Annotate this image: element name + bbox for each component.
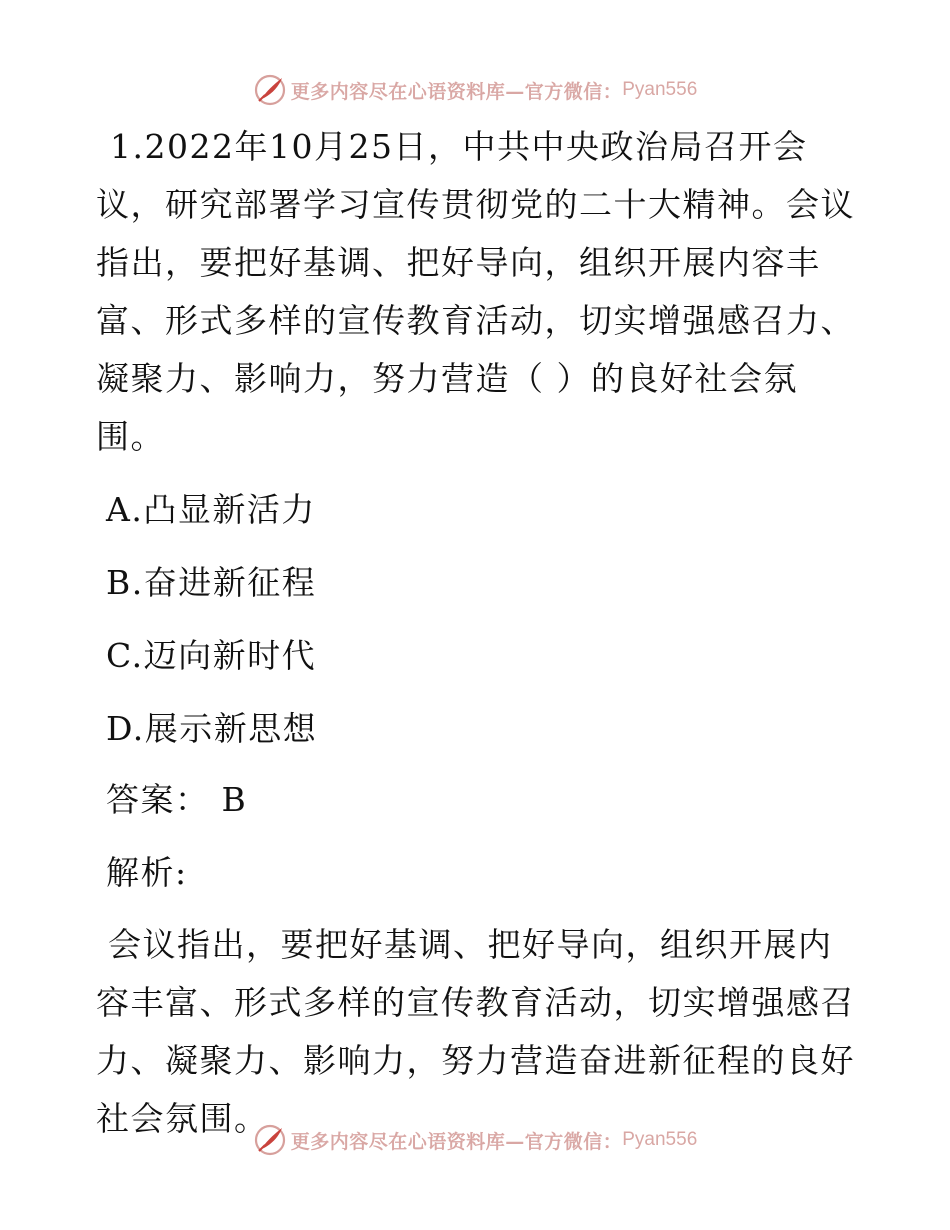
answer-line: 答案： B	[106, 780, 248, 819]
option-c: C.迈向新时代	[106, 636, 317, 675]
option-a: A.凸显新活力	[106, 490, 316, 529]
analysis-label: 解析:	[106, 853, 188, 892]
document-content	[96, 118, 856, 1148]
quill-pen-logo-icon	[253, 73, 287, 107]
header-banner-text: 更多内容尽在心语资料库—官方微信：	[290, 80, 623, 103]
header-banner	[0, 70, 950, 110]
question-text: 1.2022年10月25日，中共中央政治局召开会议，研究部署学习宣传贯彻党的二十大精神。会议指出，要把好基调、把好导向，组织开展内容丰富、形式多样的宣传教育活动，切实增强感召力、凝聚力、影响力，努力营造（ ）的良好社会氛围。	[96, 127, 855, 456]
header-wechat-id: Pyan556	[622, 79, 698, 100]
option-d: D.展示新思想	[106, 709, 318, 748]
quill-pen-logo-icon	[253, 1123, 287, 1157]
footer-banner-text: 更多内容尽在心语资料库—官方微信：	[290, 1130, 623, 1153]
footer-wechat-id: Pyan556	[622, 1129, 698, 1150]
option-b: B.奋进新征程	[106, 563, 317, 602]
footer-banner	[0, 1120, 950, 1160]
analysis-text: 会议指出，要把好基调、把好导向，组织开展内容丰富、形式多样的宣传教育活动，切实增强感召力、凝聚力、影响力，努力营造奋进新征程的良好社会氛围。	[96, 925, 855, 1138]
